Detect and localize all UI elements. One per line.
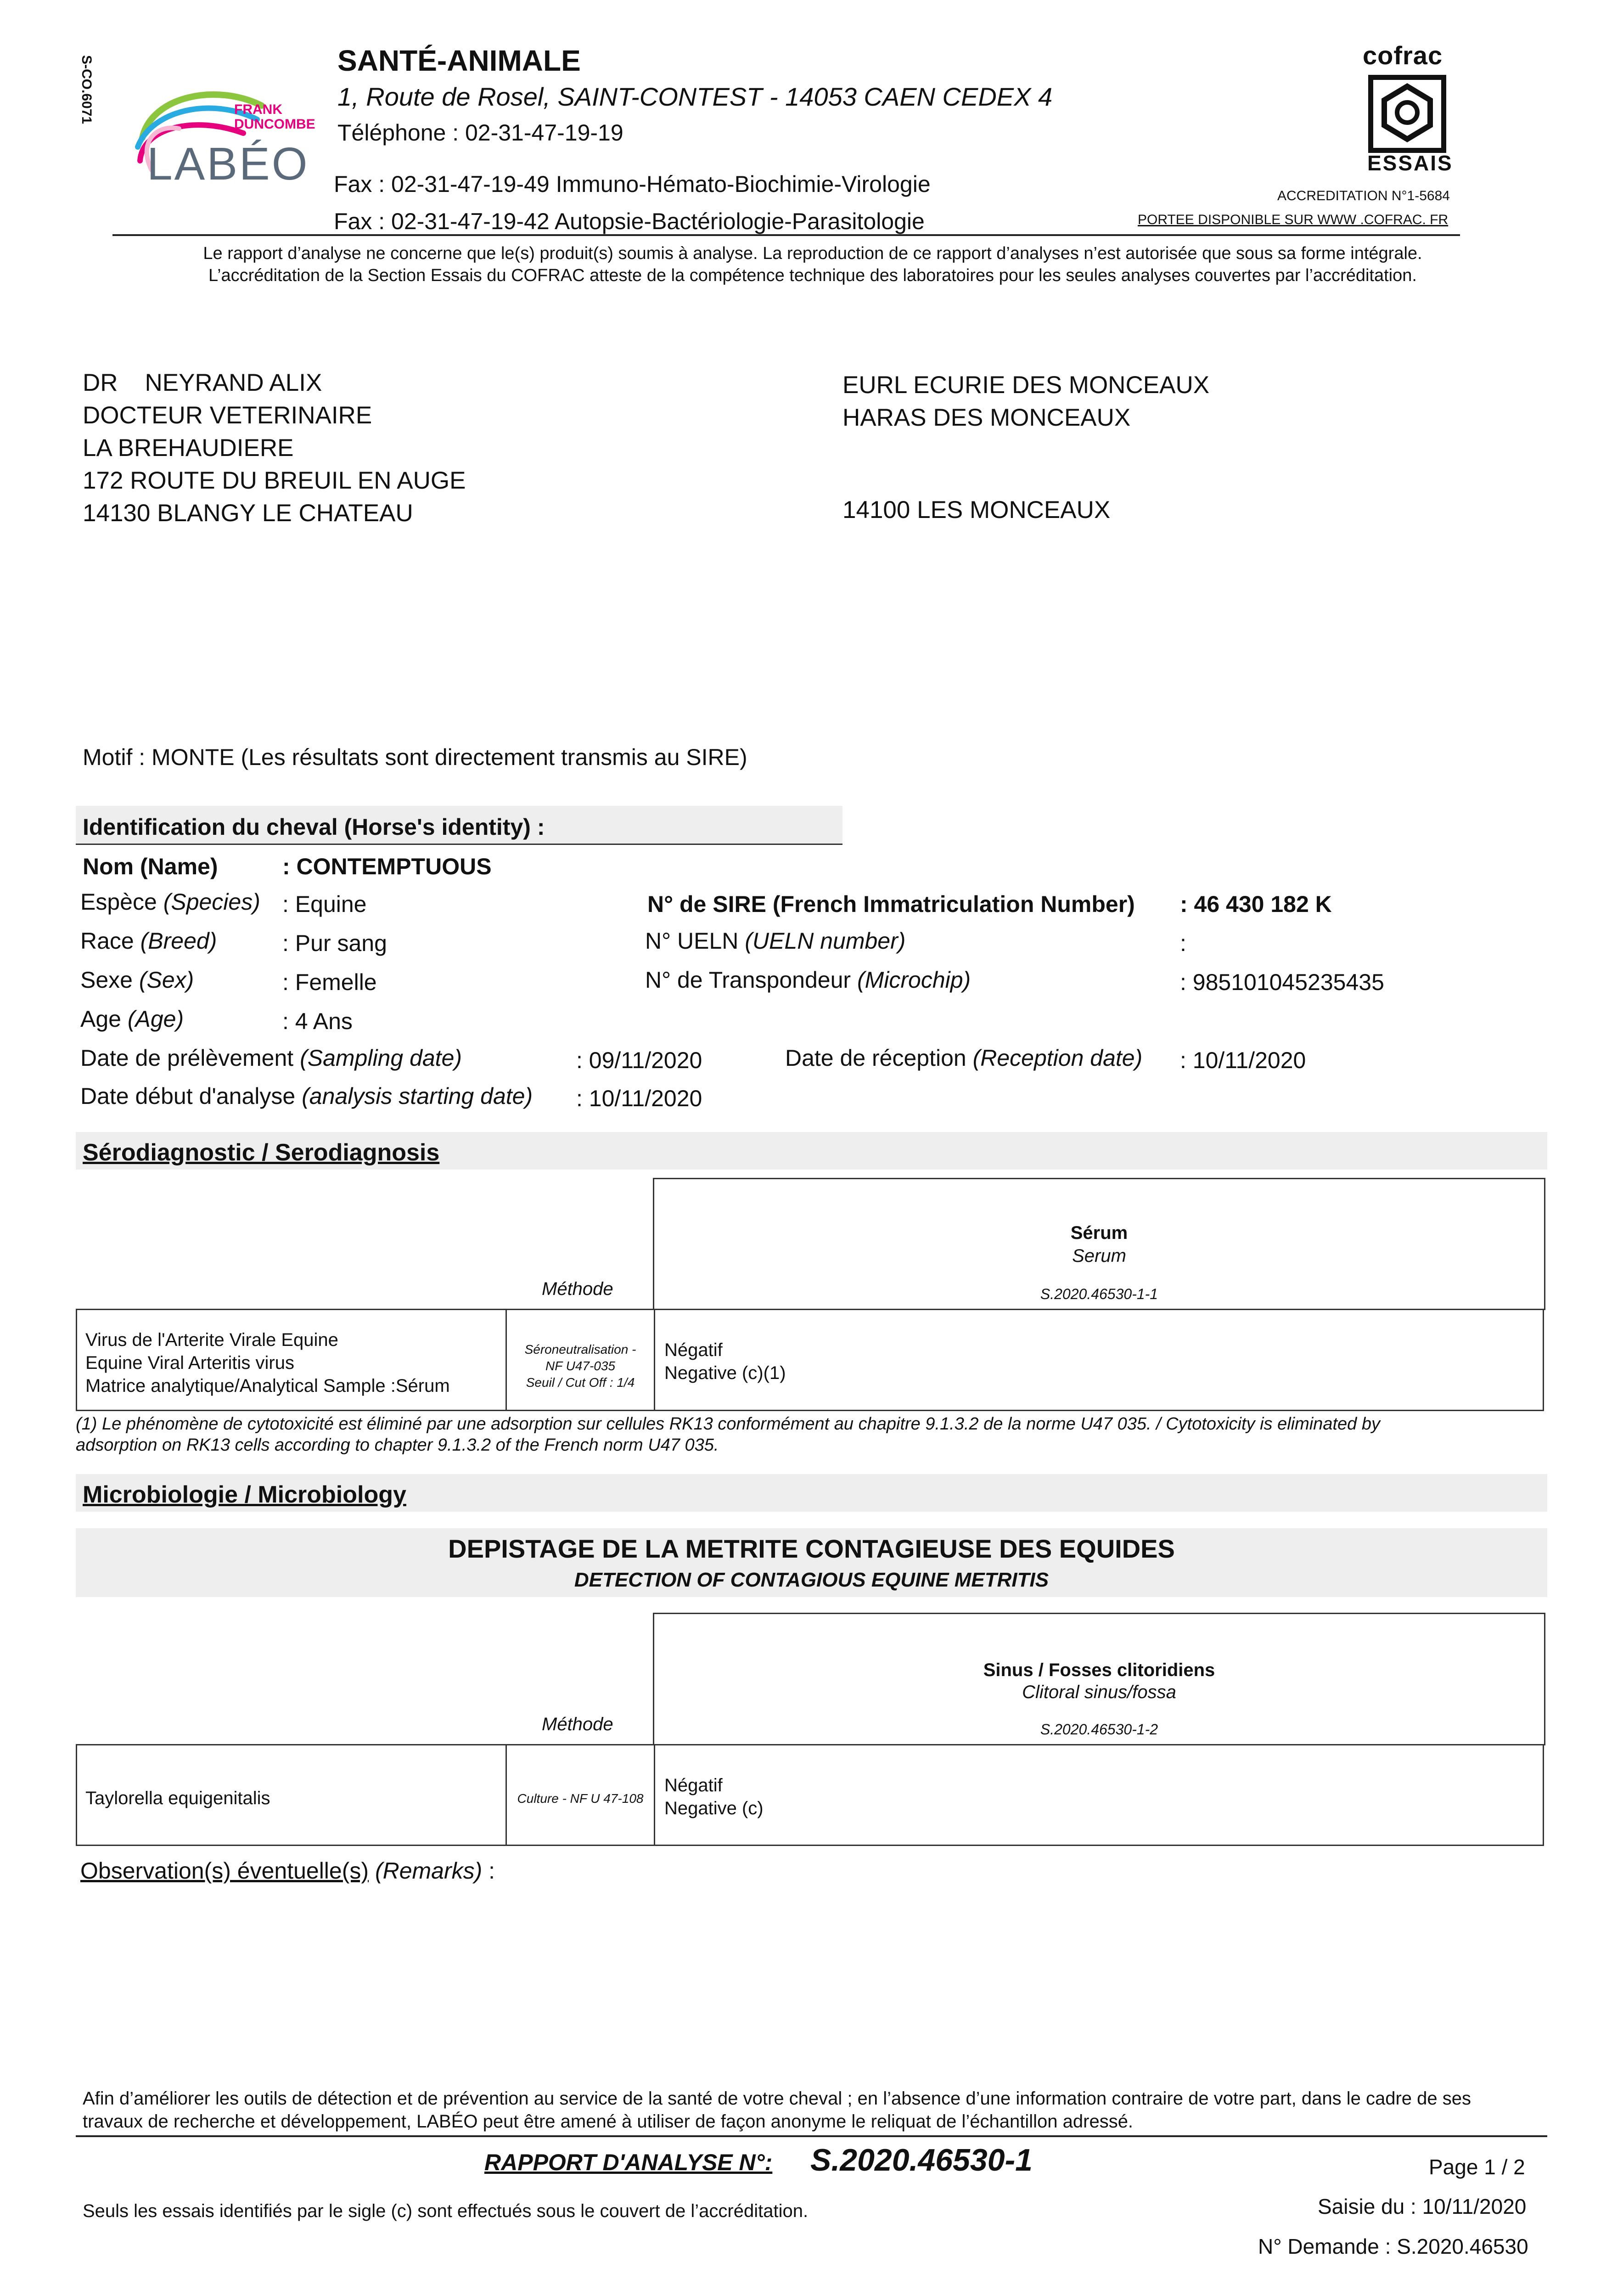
nom-value: : CONTEMPTUOUS [282, 854, 492, 879]
micro-methode: Culture - NF U 47-108 [517, 1791, 644, 1806]
sire-value: : 46 430 182 K [1180, 891, 1332, 917]
debut-analyse-label-fr: Date début d'analyse [80, 1083, 296, 1109]
sero-result-line-2: Negative (c)(1) [664, 1363, 786, 1383]
micro-sample-header [653, 1613, 1545, 1745]
cem-banner-subtitle: DETECTION OF CONTAGIOUS EQUINE METRITIS [574, 1569, 1049, 1591]
sexe-label-fr: Sexe [80, 967, 133, 993]
sero-footnote [76, 1413, 1554, 1456]
age-label-fr: Age [80, 1006, 121, 1032]
ueln-label-en: (UELN number) [745, 928, 906, 954]
recipient-line-1: DR NEYRAND ALIX [83, 369, 322, 396]
cofrac-portee: PORTEE DISPONIBLE SUR WWW .COFRAC. FR [1138, 212, 1449, 227]
disclaimer-line-1: Le rapport d’analyse ne concerne que le(s) produit(s) soumis à analyse. La reproduction de ce rapport d’analyses n’est autorisée que sous sa forme intégrale. [203, 244, 1422, 263]
lab-address: 1, Route de Rosel, SAINT-CONTEST - 14053 CAEN CEDEX 4 [337, 82, 1053, 111]
logo-brand: LABÉO [147, 138, 309, 190]
micro-sample-title-en: Clitoral sinus/fossa [1022, 1682, 1176, 1702]
cofrac-brand: cofrac [1363, 41, 1443, 70]
micro-sample-id: S.2020.46530-1-2 [1040, 1721, 1158, 1738]
micro-results-table [76, 1744, 1544, 1846]
footer-rule [76, 2135, 1547, 2137]
prelevement-label-fr: Date de prélèvement [80, 1045, 294, 1071]
age-value: : 4 Ans [282, 1008, 353, 1034]
sero-methode-line-2: NF U47-035 [545, 1359, 615, 1373]
rapport-number: S.2020.46530-1 [810, 2143, 1033, 2178]
reception-label [785, 1045, 1142, 1071]
sero-methode-line-1: Séroneutralisation - [524, 1342, 636, 1356]
accreditation-note: Seuls les essais identifiés par le sigle (c) sont effectués sous le couvert de l’accréditation. [83, 2201, 809, 2221]
header-rule [112, 234, 1460, 236]
cem-banner-title: DEPISTAGE DE LA METRITE CONTAGIEUSE DES EQUIDES [448, 1534, 1175, 1563]
owner-line-1: EURL ECURIE DES MONCEAUX [842, 371, 1210, 399]
sero-result-line-1: Négatif [664, 1340, 723, 1360]
cem-banner [76, 1528, 1547, 1597]
lab-fax-1: Fax : 02-31-47-19-49 Immuno-Hémato-Biochimie-Virologie [334, 171, 931, 197]
micro-sample-title: Sinus / Fosses clitoridiens [983, 1660, 1215, 1680]
ueln-value: : [1180, 930, 1186, 956]
sero-analyte-line-3: Matrice analytique/Analytical Sample :Sérum [85, 1376, 450, 1396]
cofrac-logo [1359, 40, 1460, 178]
logo-frank: FRANK [234, 102, 282, 117]
sexe-value: : Femelle [282, 969, 377, 995]
disclaimer-line-2: L’accréditation de la Section Essais du COFRAC atteste de la compétence technique des laboratoires pour les seules analyses couvertes par l’accréditation. [208, 266, 1417, 285]
sero-footnote-line-2: adsorption on RK13 cells according to chapter 9.1.3.2 of the French norm U47 035. [76, 1435, 719, 1455]
micro-methode-cell [506, 1745, 655, 1846]
owner-address [842, 369, 1209, 526]
recipient-line-4: 172 ROUTE DU BREUIL EN AUGE [83, 467, 466, 494]
sero-methode-line-3: Seuil / Cut Off : 1/4 [526, 1375, 635, 1390]
nom-label: Nom (Name) [83, 854, 218, 879]
lab-telephone: Téléphone : 02-31-47-19-19 [337, 120, 623, 146]
transpondeur-label-en: (Microchip) [857, 967, 971, 993]
debut-analyse-value: : 10/11/2020 [576, 1086, 702, 1111]
sero-result-cell [655, 1310, 1544, 1411]
race-label-en: (Breed) [140, 928, 217, 954]
micro-result-line-2: Negative (c) [664, 1798, 764, 1818]
page-number: Page 1 / 2 [1429, 2155, 1525, 2179]
rapport-label: RAPPORT D'ANALYSE N°: [484, 2150, 773, 2175]
sero-sample-id: S.2020.46530-1-1 [1040, 1286, 1158, 1302]
microbiologie-title: Microbiologie / Microbiology [83, 1481, 406, 1508]
debut-analyse-label [80, 1083, 533, 1109]
espece-value: : Equine [282, 891, 367, 917]
motif: Motif : MONTE (Les résultats sont directement transmis au SIRE) [83, 744, 747, 770]
espece-label-en: (Species) [163, 889, 260, 915]
sero-methode-cell [506, 1310, 655, 1411]
ueln-label [645, 928, 905, 954]
micro-analyte: Taylorella equigenitalis [85, 1788, 270, 1808]
sexe-label-en: (Sex) [139, 967, 194, 993]
sero-methode-header: Méthode [542, 1279, 613, 1299]
table-row [77, 1745, 1544, 1846]
espece-label-fr: Espèce [80, 889, 157, 915]
cofrac-essais: ESSAIS [1367, 151, 1453, 175]
saisie-date: Saisie du : 10/11/2020 [1318, 2195, 1527, 2218]
identification-title: Identification du cheval (Horse's identity) : [83, 814, 545, 840]
sero-sample-title-en: Serum [1072, 1246, 1126, 1266]
table-row [77, 1310, 1544, 1411]
sero-sample-header [653, 1178, 1545, 1310]
micro-methode-header: Méthode [542, 1714, 613, 1734]
race-label [80, 928, 217, 954]
recipient-address [83, 366, 466, 529]
recipient-line-2: DOCTEUR VETERINAIRE [83, 402, 372, 429]
sero-analyte-line-2: Equine Viral Arteritis virus [85, 1353, 294, 1373]
sero-analyte-cell [77, 1310, 506, 1411]
lab-name: SANTÉ-ANIMALE [337, 44, 581, 77]
side-document-code: S-CO.6071 [79, 55, 94, 124]
observations-label: Observation(s) éventuelle(s) [80, 1858, 369, 1884]
owner-line-3: 14100 LES MONCEAUX [842, 496, 1111, 523]
age-label [80, 1006, 184, 1032]
race-value: : Pur sang [282, 930, 387, 956]
sero-footnote-line-1: (1) Le phénomène de cytotoxicité est éliminé par une adsorption sur cellules RK13 conformément au chapitre 9.1.3.2 de la norme U47 035. / Cytotoxicity is eliminated by [76, 1414, 1380, 1434]
transpondeur-label [645, 967, 971, 993]
reception-label-fr: Date de réception [785, 1045, 966, 1071]
footer-info-line-1: Afin d’améliorer les outils de détection et de prévention au service de la santé de votre cheval ; en l’absence d’une information contraire de votre part, dans le cadre de ses [83, 2088, 1471, 2109]
observations [80, 1857, 495, 1884]
sero-sample-title: Sérum [1070, 1223, 1128, 1243]
footer-info [83, 2087, 1552, 2133]
sire-label: N° de SIRE (French Immatriculation Number) [647, 891, 1135, 917]
report-disclaimer [69, 242, 1556, 287]
accreditation-number: ACCREDITATION N°1-5684 [1277, 188, 1450, 203]
prelevement-label-en: (Sampling date) [300, 1045, 462, 1071]
serodiagnostic-title: Sérodiagnostic / Serodiagnosis [83, 1139, 440, 1166]
prelevement-value: : 09/11/2020 [576, 1047, 702, 1073]
micro-result-cell [655, 1745, 1544, 1846]
observations-label-en: (Remarks) [375, 1858, 483, 1884]
sero-analyte-line-1: Virus de l'Arterite Virale Equine [85, 1330, 338, 1350]
reception-value: : 10/11/2020 [1180, 1047, 1306, 1073]
footer-info-line-2: travaux de recherche et développement, LABÉO peut être amené à utiliser de façon anonyme le reliquat de l’échantillon adressé. [83, 2111, 1134, 2132]
debut-analyse-label-en: (analysis starting date) [302, 1083, 533, 1109]
age-label-en: (Age) [127, 1006, 184, 1032]
ueln-label-fr: N° UELN [645, 928, 739, 954]
sero-results-table [76, 1309, 1544, 1411]
prelevement-label [80, 1045, 462, 1071]
labeo-logo [124, 78, 321, 193]
cofrac-emblem-icon [1368, 75, 1446, 153]
lab-fax-2: Fax : 02-31-47-19-42 Autopsie-Bactériologie-Parasitologie [334, 208, 925, 234]
owner-line-2: HARAS DES MONCEAUX [842, 404, 1131, 431]
sexe-label [80, 967, 194, 993]
micro-analyte-cell [77, 1745, 506, 1846]
demande-number: N° Demande : S.2020.46530 [1258, 2234, 1528, 2258]
observations-suffix: : [489, 1858, 495, 1884]
reception-label-en: (Reception date) [972, 1045, 1143, 1071]
recipient-line-3: LA BREHAUDIERE [83, 434, 294, 461]
espece-label [80, 889, 260, 915]
micro-result-line-1: Négatif [664, 1775, 723, 1795]
transpondeur-label-fr: N° de Transpondeur [645, 967, 851, 993]
logo-duncombe: DUNCOMBE [234, 117, 315, 132]
transpondeur-value: : 985101045235435 [1180, 969, 1384, 995]
recipient-line-5: 14130 BLANGY LE CHATEAU [83, 500, 413, 527]
race-label-fr: Race [80, 928, 134, 954]
